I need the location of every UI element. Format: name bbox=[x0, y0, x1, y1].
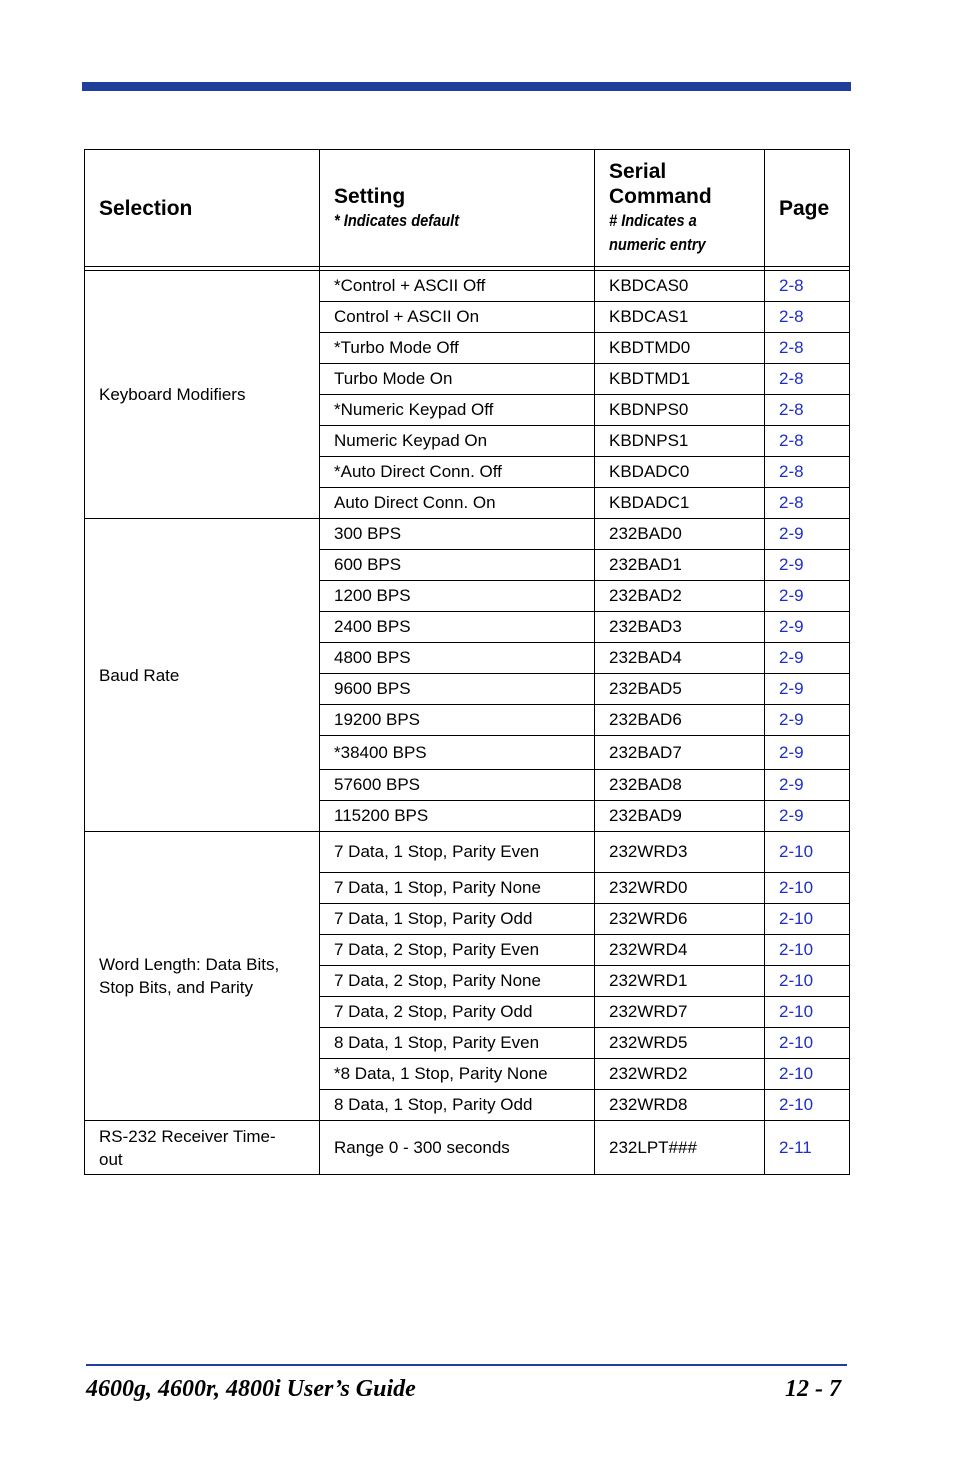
footer-rule bbox=[86, 1364, 847, 1366]
selection-cell: Word Length: Data Bits, Stop Bits, and Parity bbox=[85, 832, 320, 1121]
page-link[interactable]: 2-8 bbox=[765, 395, 850, 426]
page-link[interactable]: 2-8 bbox=[765, 333, 850, 364]
setting-cell: 57600 BPS bbox=[320, 770, 595, 801]
command-cell: KBDADC1 bbox=[595, 488, 765, 519]
command-cell: 232BAD4 bbox=[595, 643, 765, 674]
setting-cell: 7 Data, 2 Stop, Parity Odd bbox=[320, 997, 595, 1028]
setting-cell: 2400 BPS bbox=[320, 612, 595, 643]
setting-cell: Range 0 - 300 seconds bbox=[320, 1121, 595, 1175]
page-link[interactable]: 2-10 bbox=[765, 1090, 850, 1121]
page-link[interactable]: 2-8 bbox=[765, 488, 850, 519]
page-link[interactable]: 2-10 bbox=[765, 1059, 850, 1090]
command-cell: 232WRD5 bbox=[595, 1028, 765, 1059]
command-cell: KBDADC0 bbox=[595, 457, 765, 488]
page-link[interactable]: 2-9 bbox=[765, 612, 850, 643]
setting-cell: 7 Data, 1 Stop, Parity Odd bbox=[320, 904, 595, 935]
setting-cell: 8 Data, 1 Stop, Parity Even bbox=[320, 1028, 595, 1059]
setting-cell: *Control + ASCII Off bbox=[320, 271, 595, 302]
command-cell: 232WRD3 bbox=[595, 832, 765, 873]
setting-cell: 115200 BPS bbox=[320, 801, 595, 832]
header-accent-bar bbox=[82, 82, 851, 91]
page-link[interactable]: 2-10 bbox=[765, 832, 850, 873]
command-cell: 232WRD0 bbox=[595, 873, 765, 904]
table-row bbox=[85, 271, 850, 302]
column-header-page: Page bbox=[765, 150, 850, 267]
page-link[interactable]: 2-9 bbox=[765, 674, 850, 705]
command-cell: KBDCAS0 bbox=[595, 271, 765, 302]
setting-cell: 8 Data, 1 Stop, Parity Odd bbox=[320, 1090, 595, 1121]
setting-cell: *Turbo Mode Off bbox=[320, 333, 595, 364]
command-cell: 232WRD6 bbox=[595, 904, 765, 935]
setting-cell: 4800 BPS bbox=[320, 643, 595, 674]
setting-cell: 7 Data, 2 Stop, Parity Even bbox=[320, 935, 595, 966]
command-cell: 232WRD7 bbox=[595, 997, 765, 1028]
page-link[interactable]: 2-9 bbox=[765, 581, 850, 612]
table-header-row bbox=[85, 150, 850, 267]
page-link[interactable]: 2-8 bbox=[765, 426, 850, 457]
command-cell: 232WRD1 bbox=[595, 966, 765, 997]
page-link[interactable]: 2-10 bbox=[765, 1028, 850, 1059]
table-row bbox=[85, 519, 850, 550]
command-cell: 232BAD2 bbox=[595, 581, 765, 612]
page-link[interactable]: 2-10 bbox=[765, 904, 850, 935]
command-cell: 232BAD8 bbox=[595, 770, 765, 801]
setting-cell: Turbo Mode On bbox=[320, 364, 595, 395]
footer-page-number: 12 - 7 bbox=[785, 1376, 841, 1402]
page-link[interactable]: 2-8 bbox=[765, 271, 850, 302]
command-cell: 232BAD1 bbox=[595, 550, 765, 581]
command-cell: 232BAD7 bbox=[595, 736, 765, 770]
command-cell: 232WRD4 bbox=[595, 935, 765, 966]
page-link[interactable]: 2-9 bbox=[765, 519, 850, 550]
command-cell: KBDCAS1 bbox=[595, 302, 765, 333]
footer-guide-title: 4600g, 4600r, 4800i User’s Guide bbox=[86, 1376, 416, 1402]
page-link[interactable]: 2-9 bbox=[765, 736, 850, 770]
page-link[interactable]: 2-8 bbox=[765, 364, 850, 395]
selection-cell: RS-232 Receiver Time- out bbox=[85, 1121, 320, 1175]
setting-cell: Auto Direct Conn. On bbox=[320, 488, 595, 519]
command-cell: 232BAD6 bbox=[595, 705, 765, 736]
command-cell: 232BAD3 bbox=[595, 612, 765, 643]
page-link[interactable]: 2-8 bbox=[765, 302, 850, 333]
setting-cell: *Auto Direct Conn. Off bbox=[320, 457, 595, 488]
setting-cell: 7 Data, 1 Stop, Parity None bbox=[320, 873, 595, 904]
setting-cell: 1200 BPS bbox=[320, 581, 595, 612]
command-cell: 232BAD5 bbox=[595, 674, 765, 705]
command-cell: 232WRD8 bbox=[595, 1090, 765, 1121]
setting-cell: 600 BPS bbox=[320, 550, 595, 581]
page-link[interactable]: 2-10 bbox=[765, 873, 850, 904]
setting-cell: *Numeric Keypad Off bbox=[320, 395, 595, 426]
selection-cell: Keyboard Modifiers bbox=[85, 271, 320, 519]
setting-cell: 300 BPS bbox=[320, 519, 595, 550]
setting-cell: Numeric Keypad On bbox=[320, 426, 595, 457]
page-link[interactable]: 2-10 bbox=[765, 997, 850, 1028]
setting-cell: 19200 BPS bbox=[320, 705, 595, 736]
setting-cell: *8 Data, 1 Stop, Parity None bbox=[320, 1059, 595, 1090]
page-link[interactable]: 2-9 bbox=[765, 770, 850, 801]
setting-cell: 7 Data, 1 Stop, Parity Even bbox=[320, 832, 595, 873]
command-cell: 232WRD2 bbox=[595, 1059, 765, 1090]
command-cell: KBDTMD0 bbox=[595, 333, 765, 364]
column-header-selection: Selection bbox=[85, 150, 320, 267]
column-header-setting: Setting * Indicates default bbox=[320, 150, 595, 267]
page-link[interactable]: 2-11 bbox=[765, 1121, 850, 1175]
page-link[interactable]: 2-8 bbox=[765, 457, 850, 488]
page-link[interactable]: 2-10 bbox=[765, 935, 850, 966]
selection-cell: Baud Rate bbox=[85, 519, 320, 832]
command-cell: KBDNPS1 bbox=[595, 426, 765, 457]
command-cell: 232LPT### bbox=[595, 1121, 765, 1175]
page-link[interactable]: 2-10 bbox=[765, 966, 850, 997]
command-cell: 232BAD9 bbox=[595, 801, 765, 832]
setting-cell: Control + ASCII On bbox=[320, 302, 595, 333]
command-cell: KBDTMD1 bbox=[595, 364, 765, 395]
table-row bbox=[85, 1121, 850, 1175]
column-header-serial-command: Serial Command # Indicates a numeric entry bbox=[595, 150, 765, 267]
page-link[interactable]: 2-9 bbox=[765, 705, 850, 736]
command-cell: 232BAD0 bbox=[595, 519, 765, 550]
table-row bbox=[85, 832, 850, 873]
page-link[interactable]: 2-9 bbox=[765, 550, 850, 581]
page-link[interactable]: 2-9 bbox=[765, 643, 850, 674]
setting-cell: 9600 BPS bbox=[320, 674, 595, 705]
command-cell: KBDNPS0 bbox=[595, 395, 765, 426]
setting-cell: 7 Data, 2 Stop, Parity None bbox=[320, 966, 595, 997]
setting-cell: *38400 BPS bbox=[320, 736, 595, 770]
serial-command-table bbox=[84, 149, 850, 1175]
page-link[interactable]: 2-9 bbox=[765, 801, 850, 832]
